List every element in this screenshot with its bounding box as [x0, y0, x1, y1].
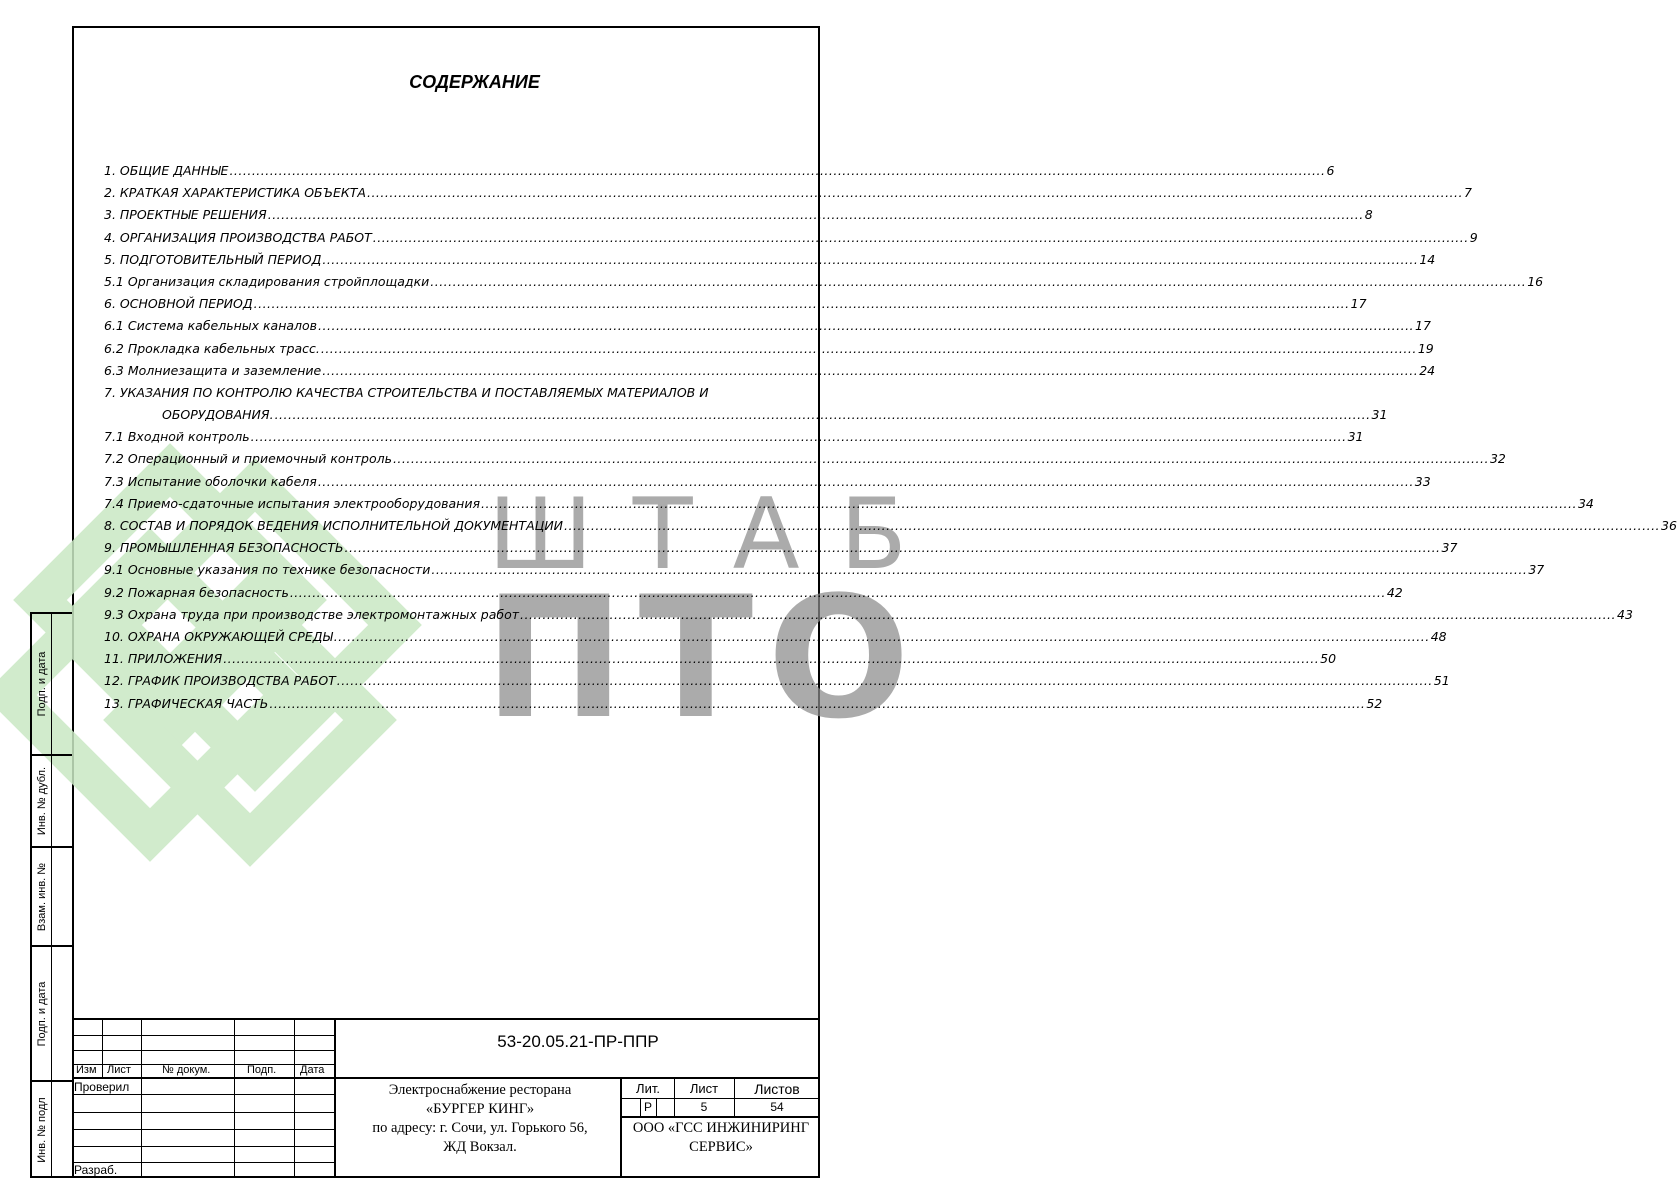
toc-row-line1: 7. УКАЗАНИЯ ПО КОНТРОЛЮ КАЧЕСТВА СТРОИТЕЛЬСТВА И ПОСТАВЛЯЕМЫХ МАТЕРИАЛОВ И	[104, 384, 709, 400]
toc-row: 6.3 Молниезащита и заземление ..... 24	[104, 360, 769, 382]
toc-row: 7.4 Приемо-сдаточные испытания электрооборудования ..... 34	[104, 493, 769, 515]
toc-row: 2. КРАТКАЯ ХАРАКТЕРИСТИКА ОБЪЕКТА ..... 7	[104, 182, 769, 204]
sheet-label: Лист	[689, 1081, 719, 1096]
object-description	[338, 1081, 622, 1157]
toc-row: 7.2 Операционный и приемочный контроль ..... 32	[104, 448, 769, 470]
watermark-text-shtab: ШТАБ	[488, 478, 947, 592]
sheet-value: 5	[700, 1100, 708, 1114]
role-razrab: Разраб.	[74, 1163, 118, 1177]
col-list-label: Лист	[107, 1064, 131, 1076]
strip-label: Подп. и дата	[35, 651, 48, 717]
org-line: СЕРВИС»	[689, 1139, 753, 1155]
object-line: Электроснабжение ресторана	[388, 1082, 572, 1098]
col-podp-label: Подп.	[247, 1064, 277, 1076]
object-line: ЖД Вокзал.	[443, 1139, 517, 1155]
table-of-contents	[104, 160, 1677, 715]
toc-row: 6.2 Прокладка кабельных трасс. ..... 19	[104, 338, 769, 360]
toc-row: 9.2 Пожарная безопасность ..... 42	[104, 582, 769, 604]
binding-strip	[30, 612, 72, 1178]
strip-cell-inv-podl	[32, 1082, 72, 1178]
strip-label: Инв. № подл	[35, 1097, 48, 1163]
strip-cell-vzam-inv	[32, 848, 72, 947]
lit-label: Лит.	[636, 1081, 660, 1096]
toc-row: 13. ГРАФИЧЕСКАЯ ЧАСТЬ ..... 52	[104, 693, 769, 715]
toc-row: 5. ПОДГОТОВИТЕЛЬНЫЙ ПЕРИОД ..... 14	[104, 249, 769, 271]
watermark-text-pto: ПТО	[484, 560, 925, 756]
toc-row: 12. ГРАФИК ПРОИЗВОДСТВА РАБОТ ..... 51	[104, 670, 769, 692]
toc-row: 9.3 Охрана труда при производстве электромонтажных работ ..... 43	[104, 604, 769, 626]
strip-cell-sign-date-1	[32, 614, 72, 756]
sheets-value: 54	[770, 1100, 784, 1114]
strip-label: Подп. и дата	[35, 981, 48, 1046]
toc-row: 8. СОСТАВ И ПОРЯДОК ВЕДЕНИЯ ИСПОЛНИТЕЛЬНОЙ ДОКУМЕНТАЦИИ ..... 36	[104, 515, 769, 537]
title-block	[72, 1018, 820, 1178]
toc-row: 6. ОСНОВНОЙ ПЕРИОД ..... 17	[104, 293, 769, 315]
strip-cell-inv-dubl	[32, 756, 72, 848]
toc-row: 3. ПРОЕКТНЫЕ РЕШЕНИЯ ..... 8	[104, 204, 769, 226]
toc-row: 9.1 Основные указания по технике безопасности ..... 37	[104, 559, 769, 581]
toc-row: 7.1 Входной контроль ..... 31	[104, 426, 769, 448]
lit-value: Р	[643, 1100, 652, 1114]
organization-name	[622, 1119, 820, 1157]
toc-row: 7.3 Испытание оболочки кабеля ..... 33	[104, 471, 769, 493]
toc-row: 6.1 Система кабельных каналов ..... 17	[104, 315, 769, 337]
strip-cell-sign-date-2	[32, 947, 72, 1082]
toc-row: 9. ПРОМЫШЛЕННАЯ БЕЗОПАСНОСТЬ ..... 37	[104, 537, 769, 559]
strip-label: Инв. № дубл.	[35, 766, 48, 836]
col-izm-label: Изм	[76, 1064, 97, 1076]
toc-row: 1. ОБЩИЕ ДАННЫЕ ..... 6	[104, 160, 769, 182]
object-line: по адресу: г. Сочи, ул. Горького 56,	[372, 1120, 588, 1136]
strip-label: Взам. инв. №	[35, 862, 48, 931]
toc-row: 5.1 Организация складирования стройплощадки ..... 16	[104, 271, 769, 293]
toc-row: 11. ПРИЛОЖЕНИЯ ..... 50	[104, 648, 769, 670]
document-code: 53-20.05.21-ПР-ППР	[497, 1032, 659, 1051]
org-line: ООО «ГСС ИНЖИНИРИНГ	[632, 1120, 810, 1136]
page-title: СОДЕРЖАНИЕ	[409, 72, 540, 92]
role-proveril: Проверил	[74, 1080, 130, 1094]
toc-row: 4. ОРГАНИЗАЦИЯ ПРОИЗВОДСТВА РАБОТ ..... 9	[104, 227, 769, 249]
toc-row: 10. ОХРАНА ОКРУЖАЮЩЕЙ СРЕДЫ ..... 48	[104, 626, 769, 648]
sheets-label: Листов	[754, 1081, 800, 1097]
col-doc-label: № докум.	[162, 1064, 211, 1076]
toc-row-line2: ОБОРУДОВАНИЯ. ..... 31	[104, 404, 769, 426]
object-line: «БУРГЕР КИНГ»	[425, 1101, 535, 1117]
col-data-label: Дата	[300, 1064, 325, 1076]
